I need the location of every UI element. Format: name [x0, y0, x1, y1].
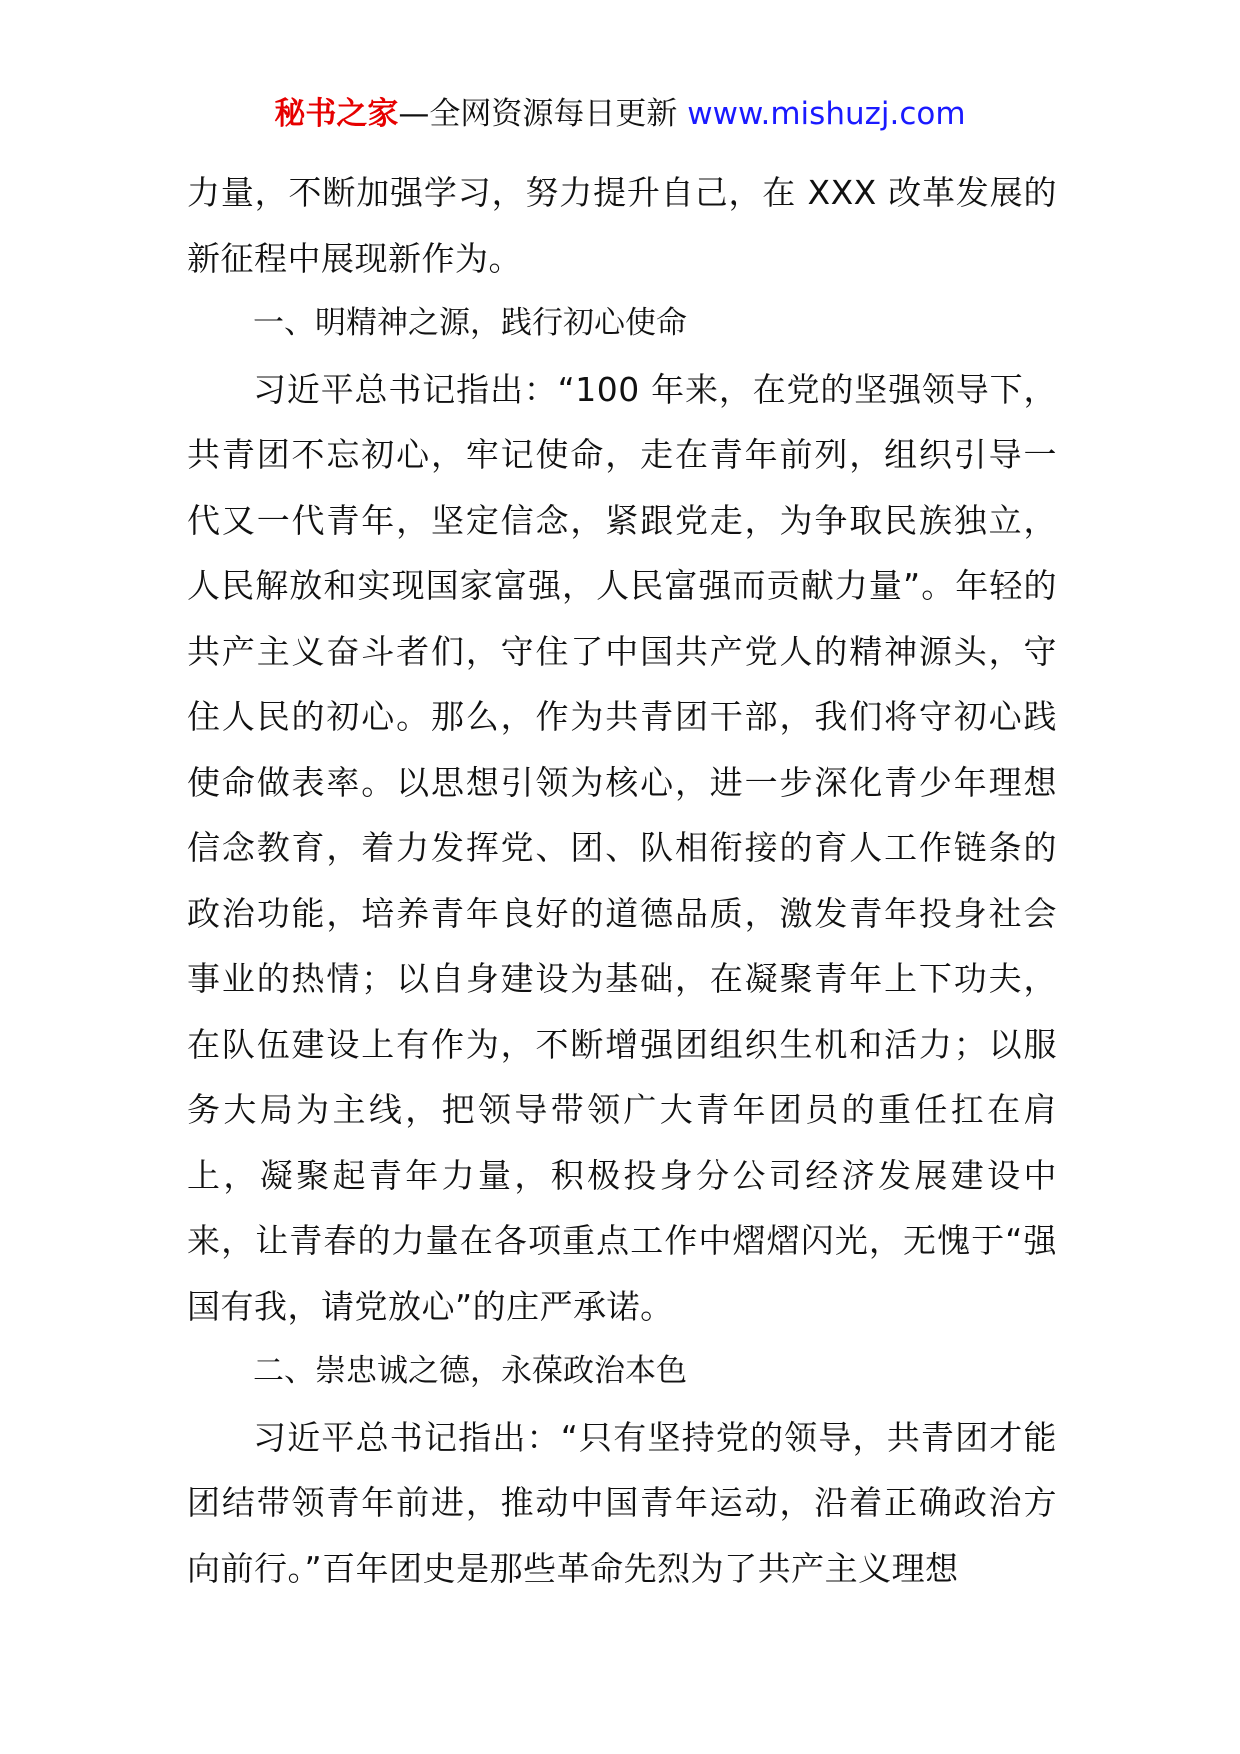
paragraph-section-2: 习近平总书记指出：“只有坚持党的领导，共青团才能团结带领青年前进，推动中国青年运动，沿着正确政治方向前行。”百年团史是那些革命先烈为了共产主义理想: [187, 1417, 1057, 1588]
paragraph-continuation: 力量，不断加强学习，努力提升自己，在 XXX 改革发展的新征程中展现新作为。: [187, 173, 1057, 278]
site-tagline: —全网资源每日更新: [398, 96, 688, 132]
section-heading-2: 二、崇忠诚之德，永葆政治本色: [253, 1353, 687, 1389]
site-brand: 秘书之家: [274, 96, 399, 132]
paragraph-section-1: 习近平总书记指出：“100 年来，在党的坚强领导下，共青团不忘初心，牢记使命，走在青年前列，组织引导一代又一代青年，坚定信念，紧跟党走，为争取民族独立，人民解放和实现国家富强，人民富强而贡献力量”。年轻的共产主义奋斗者们，守住了中国共产党人的精神源头，守住人民的初心。那么，作为共青团干部，我们将守初心践使命做表率。以思想引领为核心，进一步深化青少年理想信念教育，着力发挥党、团、队相衔接的育人工作链条的政治功能，培养青年良好的道德品质，激发青年投身社会事业的热情；以自身建设为基础，在凝聚青年上下功夫，在队伍建设上有作为，不断增强团组织生机和活力；以服务大局为主线，把领导带领广大青年团员的重任扛在肩上，凝聚起青年力量，积极投身分公司经济发展建设中来，让青春的力量在各项重点工作中熠熠闪光，无愧于“强国有我，请党放心”的庄严承诺。: [187, 369, 1057, 1326]
site-header: [0, 94, 1240, 134]
section-heading-1: 一、明精神之源，践行初心使命: [253, 305, 687, 341]
document-body: [187, 160, 1057, 1601]
site-url-link[interactable]: www.mishuzj.com: [687, 96, 966, 132]
